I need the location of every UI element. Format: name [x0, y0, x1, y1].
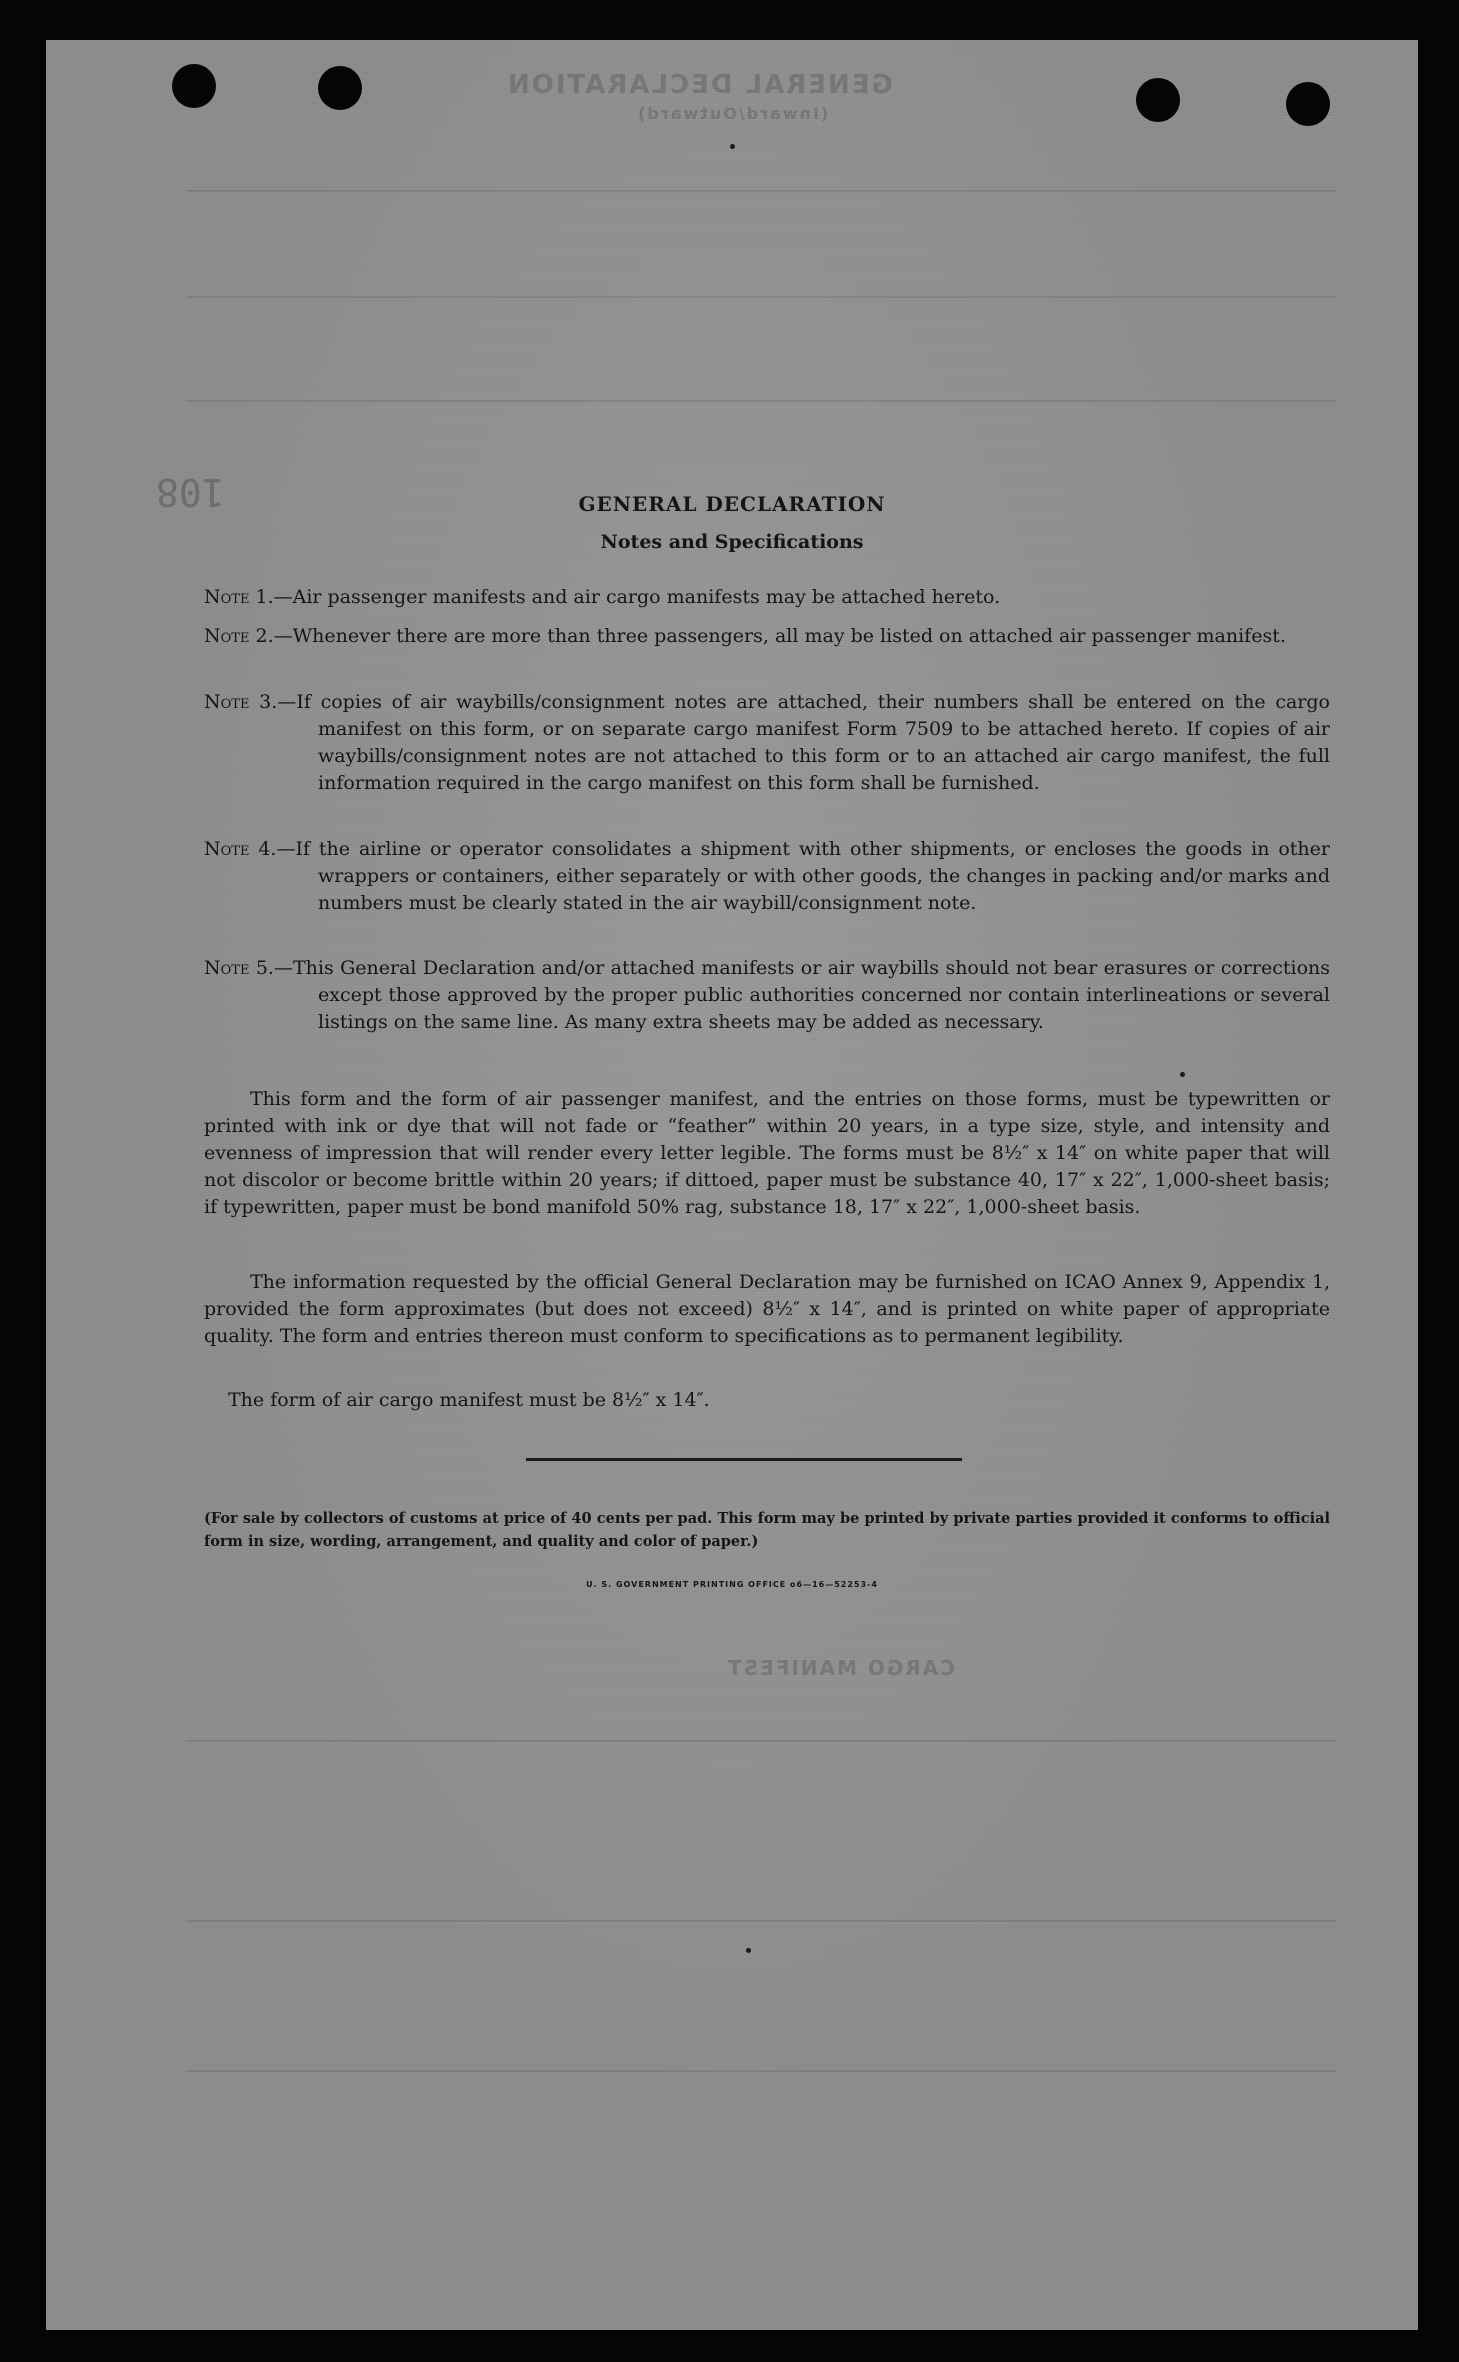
- page-number: 108: [156, 470, 225, 514]
- paragraph-form-requirements: This form and the form of air passenger manifest, and the entries on those forms, must be typewritten or printed with ink or dye that will not fade or “feather” within 20 years, in a type size, style, and intensity and evenness of impression that will render every letter legible. The forms must be 8½″ x 14″ on white paper that will not discolor or become brittle within 20 years; if dittoed, paper must be substance 40, 17″ x 22″, 1,000-sheet basis; if typewritten, paper must be bond manifold 50% rag, substance 18, 17″ x 22″, 1,000-sheet basis.: [204, 1088, 1330, 1218]
- paragraph-icao-annex: The information requested by the official General Declaration may be furnished on ICAO Annex 9, Appendix 1, provided the form approximates (but does not exceed) 8½″ x 14″, and is printed on white paper of appropriate quality. The form and entries thereon must conform to specifications as to permanent legibility.: [204, 1271, 1330, 1347]
- bleed-line: [186, 296, 1336, 298]
- document-title: GENERAL DECLARATION: [578, 492, 886, 516]
- punch-hole: [1136, 78, 1180, 122]
- bleed-line: [186, 1740, 1336, 1742]
- bleed-line: [186, 400, 1336, 402]
- bleed-line: [186, 2070, 1336, 2072]
- note-label: Note 3.: [204, 691, 278, 713]
- note-text: —Air passenger manifests and air cargo manifests may be attached hereto.: [273, 586, 1001, 608]
- divider-rule: [526, 1458, 962, 1461]
- document-subtitle: Notes and Specifications: [600, 531, 864, 553]
- note-label: Note 4.: [204, 838, 277, 860]
- note-text: —If copies of air waybills/consignment notes are attached, their numbers shall be entered on the cargo manifest on this form, or on separate cargo manifest Form 7509 to be attached hereto. If copies of air waybills/consignment notes are not attached to this form or to an attached air cargo manifest, the full information required in the cargo manifest on this form shall be furnished.: [277, 691, 1330, 794]
- note-label: Note 5.: [204, 957, 274, 979]
- bleed-through-section: CARGO MANIFEST: [726, 1656, 955, 1680]
- note-label: Note 1.: [204, 586, 274, 608]
- bleed-line: [186, 1920, 1336, 1922]
- ink-speck: [746, 1948, 751, 1953]
- note-2: [204, 623, 1330, 650]
- printer-line: U. S. GOVERNMENT PRINTING OFFICE o6—16—52253-4: [586, 1580, 878, 1589]
- note-label: Note 2.: [204, 625, 274, 647]
- note-text: —This General Declaration and/or attached manifests or air waybills should not bear erasures or corrections except those approved by the proper public authorities concerned nor contain interlineations or several listings on the same line. As many extra sheets may be added as necessary.: [273, 957, 1330, 1033]
- note-3: [204, 689, 1330, 797]
- punch-hole: [1286, 82, 1330, 126]
- punch-hole: [172, 64, 216, 108]
- bleed-through-header: GENERAL DECLARATION: [506, 70, 893, 100]
- ink-speck: [1180, 1072, 1185, 1077]
- note-text: —Whenever there are more than three passengers, all may be listed on attached air passenger manifest.: [273, 625, 1286, 647]
- note-1: [204, 584, 1330, 611]
- bleed-line: [186, 190, 1336, 192]
- note-5: [204, 955, 1330, 1036]
- note-text: —If the airline or operator consolidates a shipment with other shipments, or encloses the goods in other wrappers or containers, either separately or with other goods, the changes in packing and/or marks and numbers must be clearly stated in the air waybill/consignment note.: [276, 838, 1330, 914]
- punch-hole: [318, 66, 362, 110]
- bleed-through-subheader: (Inward/Outward): [636, 104, 829, 123]
- ink-speck: [730, 144, 735, 149]
- note-4: [204, 836, 1330, 917]
- sale-notice: (For sale by collectors of customs at price of 40 cents per pad. This form may be printed by private parties provided it conforms to official form in size, wording, arrangement, and quality and color of paper.): [204, 1510, 1330, 1550]
- paragraph-cargo-manifest-size: The form of air cargo manifest must be 8½″ x 14″.: [228, 1389, 710, 1411]
- document-page: [46, 40, 1418, 2330]
